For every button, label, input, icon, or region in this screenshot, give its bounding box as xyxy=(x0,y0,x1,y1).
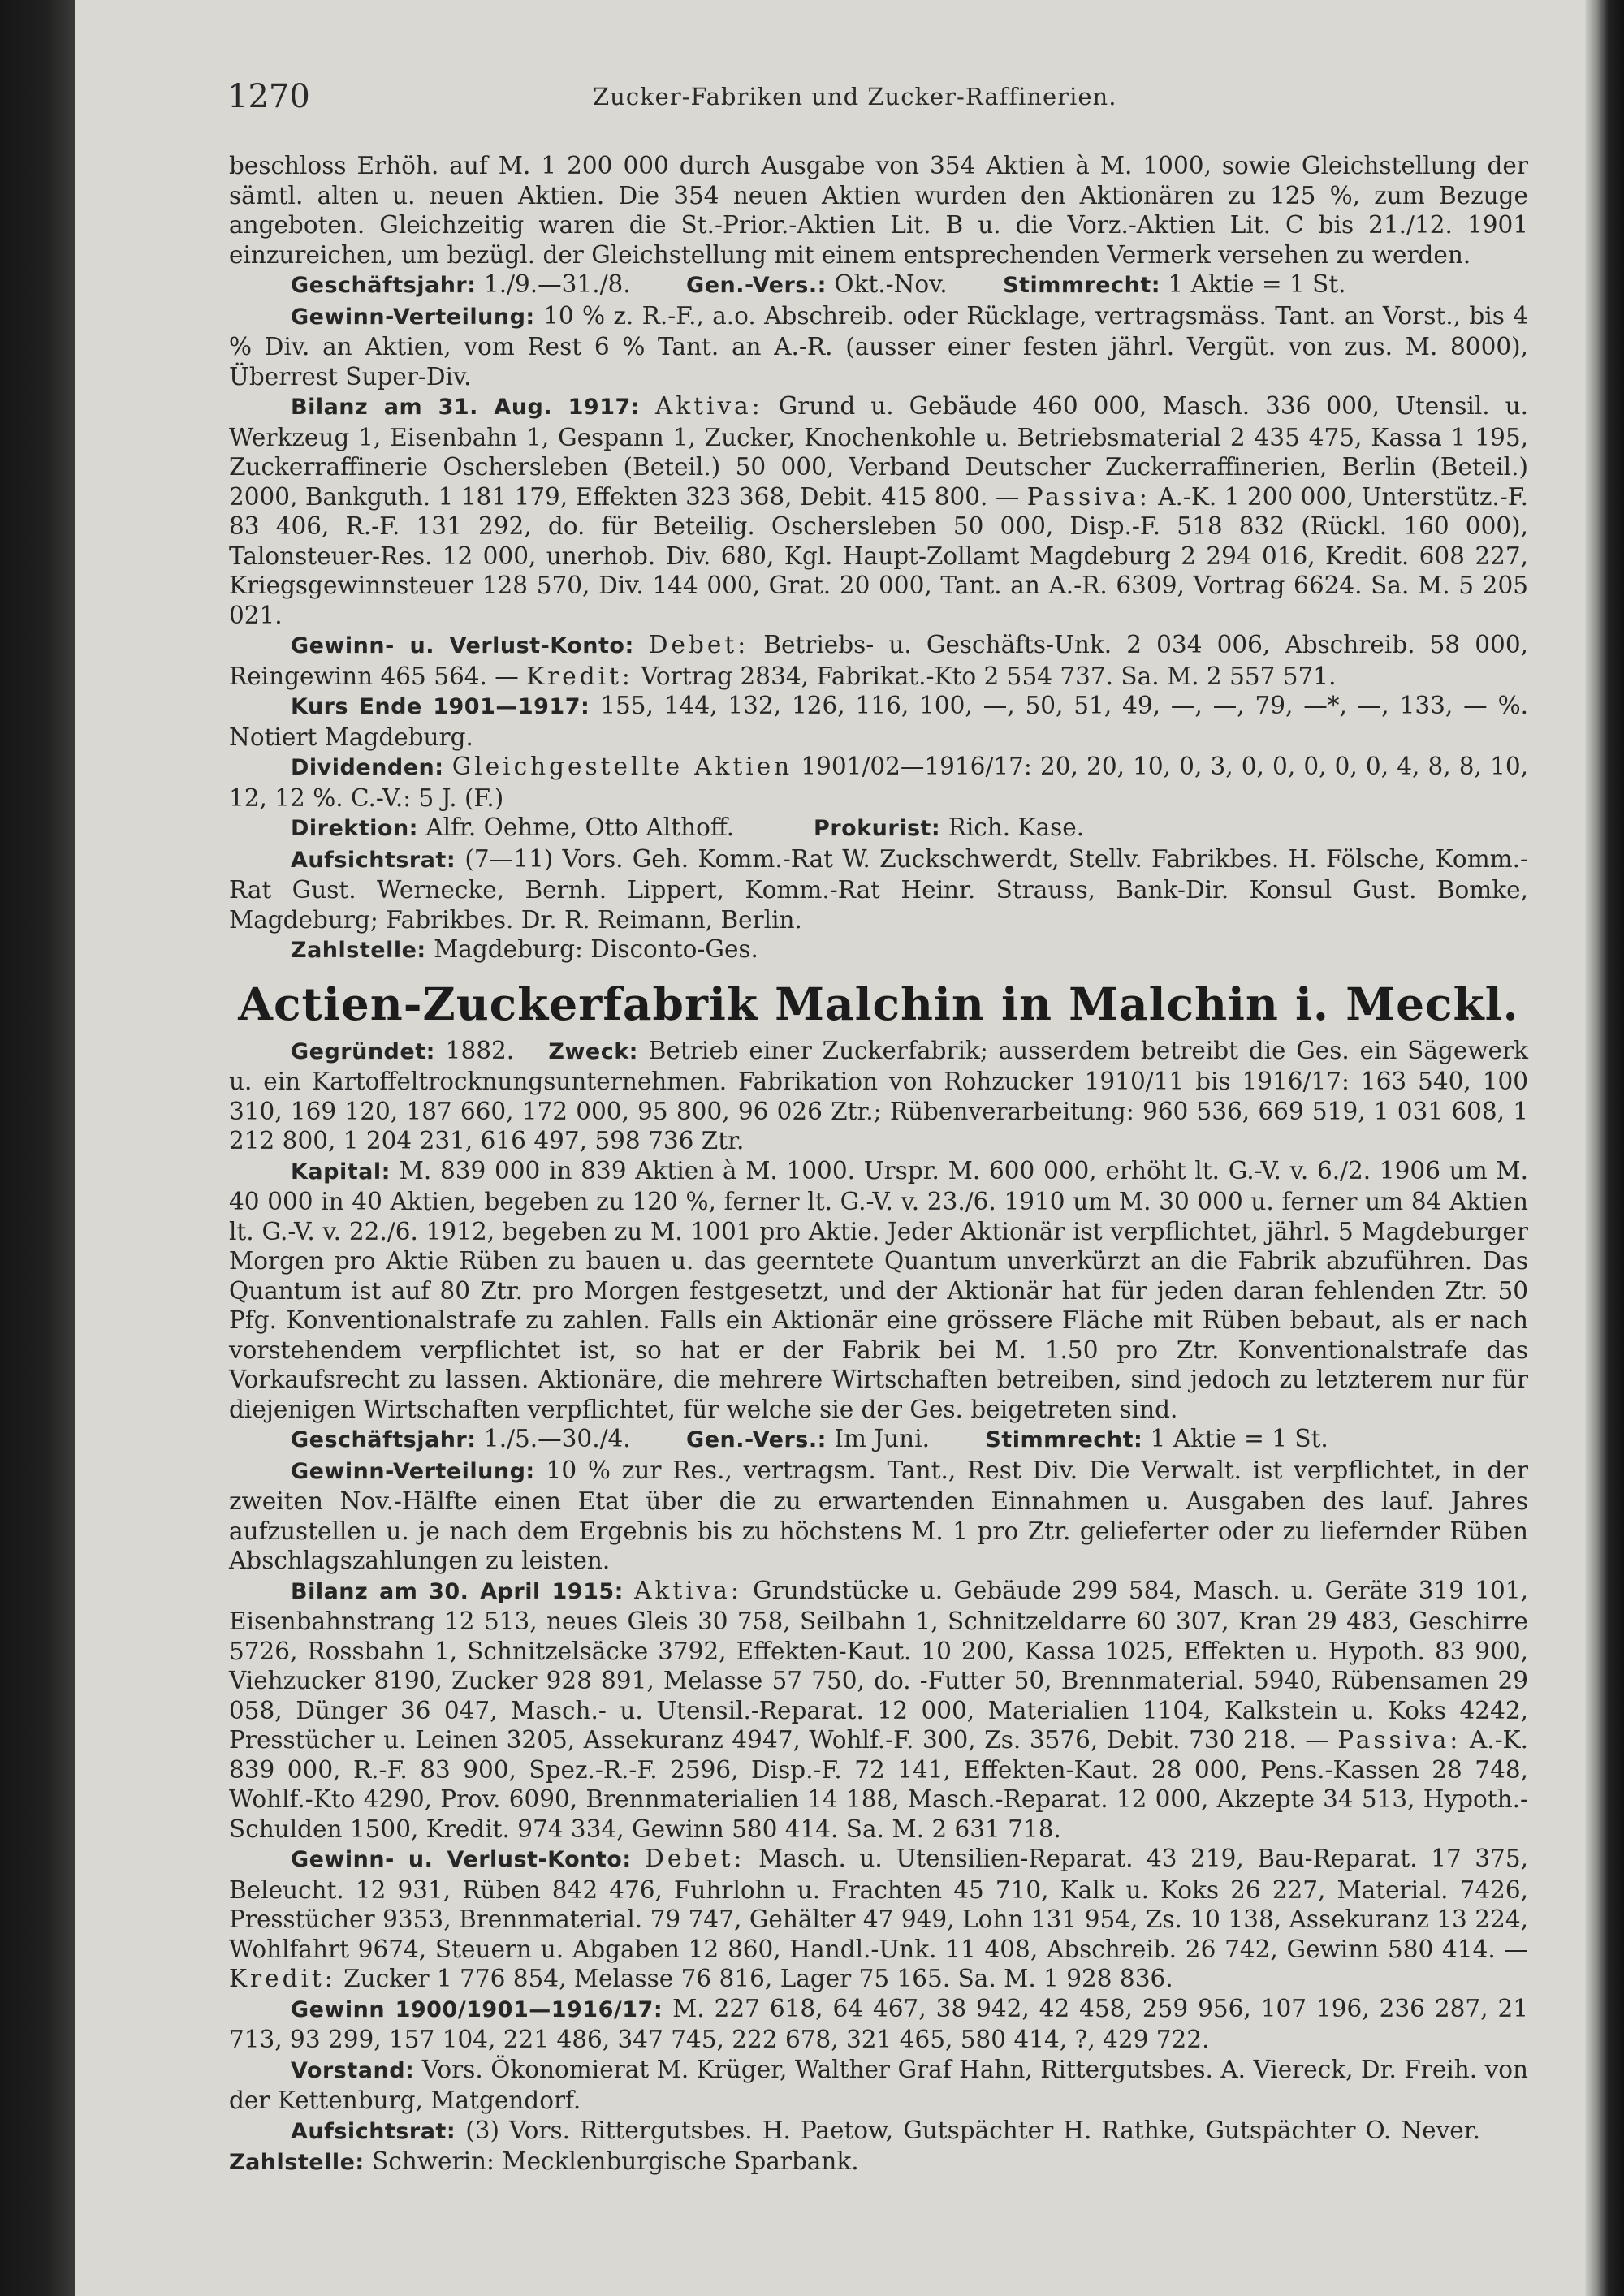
aktiva-label: Aktiva: xyxy=(634,1576,742,1604)
gewinn-label: Gewinn-Verteilung: xyxy=(291,1458,535,1484)
vorstand-label: Vorstand: xyxy=(291,2057,415,2083)
scan-margin-right xyxy=(1585,0,1624,2296)
page-content xyxy=(229,151,1528,2178)
prev-direktion-line xyxy=(229,813,1528,844)
prev-passiva-label: Passiva: xyxy=(1026,482,1151,511)
prev-passiva-text: A.-K. 1 200 000, Unterstütz.-F. 83 406, R.-F. 131 292, do. für Beteilig. Oschersleben 50 000, Disp.-F. 518 832 (Rückl. 160 000), Talonsteuer-Res. 12 000, unerhob. Div. 680, Kgl. Haupt-Zollamt Magdeburg 2 294 016, Kredit. 608 227, Kriegsgewinnsteuer 128 570, Div. 144 000, Grat. 20 000, Tant. an A.-R. 6309, Vortrag 6624. Sa. M. 5 205 021. xyxy=(229,482,1528,629)
kap-text: M. 839 000 in 839 Aktien à M. 1000. Urspr. M. 600 000, erhöht lt. G.-V. v. 6./2. 1906 um M. 40 000 in 40 Aktien, begeben zu 120 %, ferner lt. G.-V. v. 23./6. 1910 um M. 30 000 u. ferner um 84 Aktien lt. G.-V. v. 22./6. 1912, begeben zu M. 1001 pro Aktie. Jeder Aktionär ist verpflichtet, jährl. 5 Magdeburger Morgen pro Aktie Rüben zu bauen u. das geerntete Quantum unverkürzt an die Fabrik abzuführen. Das Quantum ist auf 80 Ztr. pro Morgen festgesetzt, und der Aktionär hat für jeden daran fehlenden Ztr. 50 Pfg. Konventionalstrafe zu zahlen. Falls ein Aktionär eine grössere Fläche mit Rüben bebaut, als er nach vorstehendem verpflichtet ist, so hat er der Fabrik bei M. 1.50 pro Ztr. Konventionalstrafe das Vorkaufsrecht zu lassen. Aktionäre, die mehrere Wirtschaften betreiben, sind jedoch zu letzterem nur für diejenigen Wirtschaften verpflichtet, für welche sie der Ges. beigetreten sind. xyxy=(229,1156,1528,1423)
gv-label: Gen.-Vers.: xyxy=(686,1427,827,1452)
prev-bilanz-label: Bilanz am 31. Aug. 1917: xyxy=(291,395,641,420)
zahl-label: Zahlstelle: xyxy=(229,2150,365,2175)
gegr-label: Gegründet: xyxy=(291,1038,435,1064)
prev-zahlstelle xyxy=(229,934,1528,966)
company-vorstand xyxy=(229,2055,1528,2116)
prev-kurs-text: 155, 144, 132, 126, 116, 100, —, 50, 51, 49, —, —, 79, —*, —, 133, — %. Notiert Magdeburg. xyxy=(229,692,1528,751)
prev-guv xyxy=(229,630,1528,691)
prev-gewinn-verteilung xyxy=(229,301,1528,392)
prev-gj-label: Geschäftsjahr: xyxy=(291,273,477,298)
prev-geschaeftsjahr-line xyxy=(229,270,1528,301)
aktiva-text: Grundstücke u. Gebäude 299 584, Masch. u. Geräte 319 101, Eisenbahnstrang 12 513, neues Gleis 30 758, Seilbahn 1, Schnitzeldarre 60 307, Kran 29 483, Geschirre 5726, Rossbahn 1, Schnitzelsäcke 3792, Effekten-Kaut. 10 200, Kassa 1025, Effekten u. Hypoth. 83 900, Viehzucker 8190, Zucker 928 891, Melasse 57 750, do. -Futter 50, Brennmaterial. 5940, Rübensamen 29 058, Dünger 36 047, Masch.- u. Utensil.-Reparat. 12 000, Materialien 1104, Kalkstein u. Koks 4242, Presstücher u. Leinen 3205, Assekuranz 4947, Wohlf.-F. 300, Zs. 3576, Debit. 730 218. — xyxy=(229,1576,1528,1754)
kredit-text: Zucker 1 776 854, Melasse 76 816, Lager 75 165. Sa. M. 1 928 836. xyxy=(343,1965,1173,1992)
st-label: Stimmrecht: xyxy=(985,1427,1143,1452)
gj-text: 1./5.—30./4. xyxy=(483,1425,631,1452)
kredit-label: Kredit: xyxy=(229,1965,336,1992)
prev-aktiva-text: Grund u. Gebäude 460 000, Masch. 336 000, Utensil. u. Werkzeug 1, Eisenbahn 1, Gespann 1, Zucker, Knochenkohle u. Betriebsmaterial 2 435 475, Kassa 1 195, Zuckerraffinerie Oschersleben (Beteil.) 50 000, Verband Deutscher Zuckerraffinerien, Berlin (Beteil.) 2000, Bankguth. 1 181 179, Effekten 323 368, Debit. 415 800. — xyxy=(229,392,1528,511)
prev-debet-label: Debet: xyxy=(648,631,749,658)
prev-kredit-label: Kredit: xyxy=(526,662,633,690)
prev-st-text: 1 Aktie = 1 St. xyxy=(1168,270,1346,298)
prev-aktiva-label: Aktiva: xyxy=(655,392,763,420)
prev-dividenden xyxy=(229,752,1528,813)
prev-gewinn-text: 10 % z. R.-F., a.o. Abschreib. oder Rücklage, vertragsmäss. Tant. an Vorst., bis 4 % Div. an Aktien, vom Rest 6 % Tant. an A.-R. (ausser einer festen jährl. Vergüt. von zus. M. 8000), Überrest Super-Div. xyxy=(229,301,1528,391)
prev-prok-text: Rich. Kase. xyxy=(948,814,1085,841)
zweck-label: Zweck: xyxy=(548,1038,638,1064)
ar-text: (3) Vors. Rittergutsbes. H. Paetow, Gutspächter H. Rathke, Gutspächter O. Never. xyxy=(465,2116,1480,2144)
prev-div-label: Dividenden: xyxy=(291,755,444,780)
prev-dir-text: Alfr. Oehme, Otto Althoff. xyxy=(425,814,735,841)
gv-text: Im Juni. xyxy=(834,1425,930,1452)
company-geschaeftsjahr-line xyxy=(229,1424,1528,1456)
ar-label: Aufsichtsrat: xyxy=(291,2118,456,2144)
prev-debet-text: Betriebs- u. Geschäfts-Unk. 2 034 006, Abschreib. 58 000, Reingewinn 465 564. — xyxy=(229,631,1528,690)
prev-kurs xyxy=(229,691,1528,752)
prev-ar-text: (7—11) Vors. Geh. Komm.-Rat W. Zuckschwerdt, Stellv. Fabrikbes. H. Fölsche, Komm.-Rat Gust. Wernecke, Bernh. Lippert, Komm.-Rat Heinr. Strauss, Bank-Dir. Konsul Gust. Bomke, Magdeburg; Fabrikbes. Dr. R. Reimann, Berlin. xyxy=(229,844,1528,934)
prev-gj-text: 1./9.—31./8. xyxy=(483,270,631,298)
company-aufsichtsrat xyxy=(229,2116,1528,2178)
gewinn-text: 10 % zur Res., vertragsm. Tant., Rest Div. Die Verwalt. ist verpflichtet, in der zweiten Nov.-Hälfte einen Etat über die zu erwartenden Einnahmen u. Ausgaben des lauf. Jahres aufzustellen u. je nach dem Ergebnis bis zu höchstens M. 1 pro Ztr. gelieferter oder zu liefernder Rüben Abschlagszahlungen zu leisten. xyxy=(229,1456,1528,1574)
passiva-text: A.-K. 839 000, R.-F. 83 900, Spez.-R.-F. 2596, Disp.-F. 72 141, Effekten-Kaut. 28 000, Pens.-Kassen 28 748, Wohlf.-Kto 4290, Prov. 6090, Brennmaterialien 14 188, Masch.-Reparat. 12 000, Akzepte 34 513, Hypoth.-Schulden 1500, Kredit. 974 334, Gewinn 580 414. Sa. M. 2 631 718. xyxy=(229,1726,1528,1843)
company-gruendung xyxy=(229,1036,1528,1156)
st-text: 1 Aktie = 1 St. xyxy=(1150,1425,1328,1452)
prev-kurs-label: Kurs Ende 1901—1917: xyxy=(291,694,590,719)
prev-dir-label: Direktion: xyxy=(291,816,418,841)
page-number: 1270 xyxy=(227,78,310,115)
prev-intro: beschloss Erhöh. auf M. 1 200 000 durch Ausgabe von 354 Aktien à M. 1000, sowie Gleichstellung der sämtl. alten u. neuen Aktien. Die 354 neuen Aktien wurden den Aktionären zu 125 %, zum Bezuge angeboten. Gleichzeitig waren die St.-Prior.-Aktien Lit. B u. die Vorz.-Aktien Lit. C bis 21./12. 1901 einzureichen, um bezügl. der Gleichstellung mit einem entsprechenden Vermerk versehen zu werden. xyxy=(229,152,1528,269)
vorstand-text: Vors. Ökonomierat M. Krüger, Walther Graf Hahn, Rittergutsbes. A. Viereck, Dr. Freih. von der Kettenburg, Matgendorf. xyxy=(229,2055,1528,2114)
zweck-text: Betrieb einer Zuckerfabrik; ausserdem betreibt die Ges. ein Sägewerk u. ein Kartoffeltrocknungsunternehmen. Fabrikation von Rohzucker 1910/11 bis 1916/17: 163 540, 100 310, 169 120, 187 660, 172 000, 95 800, 96 026 Ztr.; Rübenverarbeitung: 960 536, 669 519, 1 031 608, 1 212 800, 1 204 231, 616 497, 598 736 Ztr. xyxy=(229,1036,1528,1154)
debet-text: Masch. u. Utensilien-Reparat. 43 219, Bau-Reparat. 17 375, Beleucht. 12 931, Rüben 842 476, Fuhrlohn u. Frachten 45 710, Kalk u. Koks 26 227, Material. 7426, Presstücher 9353, Brennmaterial. 79 747, Gehälter 47 949, Lohn 131 954, Zs. 10 138, Assekuranz 13 224, Wohlfahrt 9674, Steuern u. Abgaben 12 860, Handl.-Unk. 11 408, Abschreib. 26 742, Gewinn 580 414. — xyxy=(229,1845,1528,1963)
prev-ar-label: Aufsichtsrat: xyxy=(291,847,456,873)
prev-zahl-label: Zahlstelle: xyxy=(291,938,426,963)
company-guv xyxy=(229,1844,1528,1994)
prev-gv-label: Gen.-Vers.: xyxy=(686,273,827,298)
debet-label: Debet: xyxy=(645,1845,745,1872)
prev-gewinn-label: Gewinn-Verteilung: xyxy=(291,304,535,330)
prev-div-spaced: Gleichgestellte Aktien xyxy=(451,753,793,780)
company-title: Actien-Zuckerfabrik Malchin in Malchin i. Meckl. xyxy=(238,977,1519,1030)
prev-zahl-text: Magdeburg: Disconto-Ges. xyxy=(434,935,758,963)
kap-label: Kapital: xyxy=(291,1159,391,1185)
company-kapital xyxy=(229,1156,1528,1425)
gj-label: Geschäftsjahr: xyxy=(291,1427,477,1452)
prev-bilanz xyxy=(229,391,1528,630)
company-bilanz xyxy=(229,1576,1528,1845)
page-header xyxy=(227,78,1527,119)
prev-div-text: 1901/02—1916/17: 20, 20, 10, 0, 3, 0, 0, 0, 0, 0, 4, 8, 8, 10, 12, 12 %. C.-V.: 5 J. (F.) xyxy=(229,753,1528,812)
running-title: Zucker-Fabriken und Zucker-Raffinerien. xyxy=(593,83,1117,110)
passiva-label: Passiva: xyxy=(1337,1726,1462,1754)
bilanz-label: Bilanz am 30. April 1915: xyxy=(291,1578,624,1604)
zahl-text: Schwerin: Mecklenburgische Sparbank. xyxy=(372,2147,859,2175)
gegr-text: 1882. xyxy=(445,1036,515,1064)
scan-margin-left xyxy=(0,0,75,2296)
prev-guv-label: Gewinn- u. Verlust-Konto: xyxy=(291,633,634,658)
company-gewinn-verteilung xyxy=(229,1456,1528,1576)
prev-st-label: Stimmrecht: xyxy=(1003,273,1161,298)
gewinn-hist-label: Gewinn 1900/1901—1916/17: xyxy=(291,1996,663,2022)
prev-kredit-text: Vortrag 2834, Fabrikat.-Kto 2 554 737. Sa. M. 2 557 571. xyxy=(641,662,1337,690)
company-gewinn-history xyxy=(229,1994,1528,2055)
prev-aufsichtsrat xyxy=(229,844,1528,935)
prev-gv-text: Okt.-Nov. xyxy=(834,270,948,298)
prev-prok-label: Prokurist: xyxy=(814,816,941,841)
gewinn-hist-text: M. 227 618, 64 467, 38 942, 42 458, 259 956, 107 196, 236 287, 21 713, 93 299, 157 104, 221 486, 347 745, 222 678, 321 465, 580 414, ?, 429 722. xyxy=(229,1994,1528,2053)
guv-label: Gewinn- u. Verlust-Konto: xyxy=(291,1847,632,1872)
